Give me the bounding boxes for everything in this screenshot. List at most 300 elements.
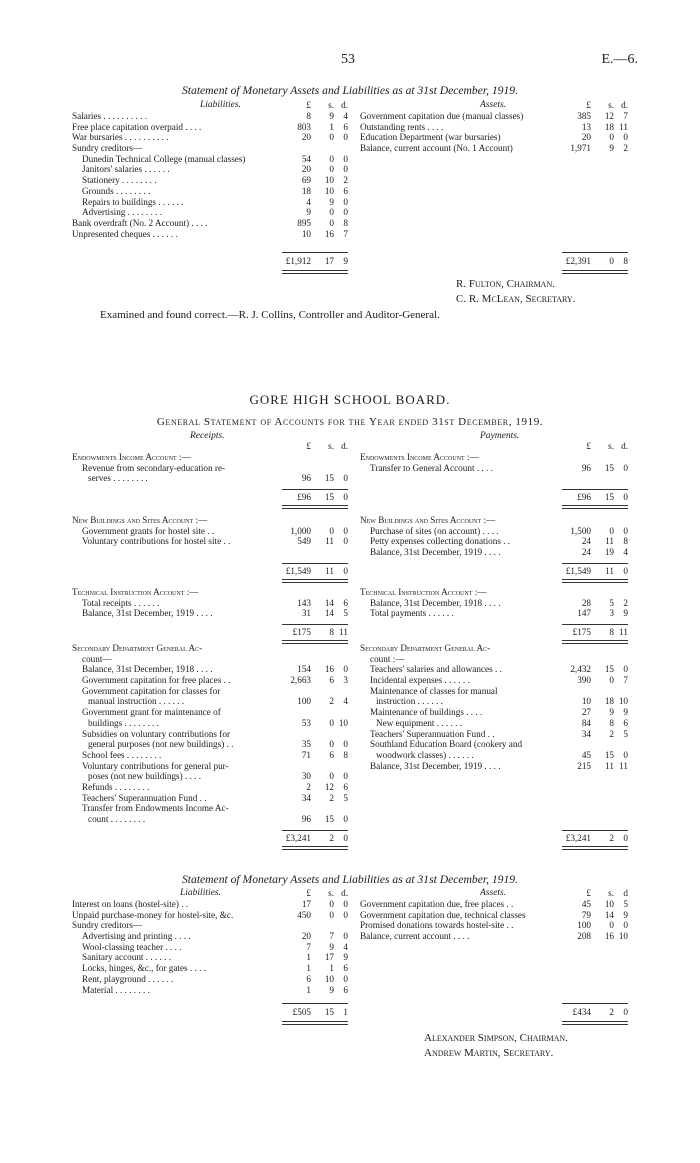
ledger-row-label: Government capitation due, technical classes bbox=[360, 909, 526, 920]
amount-pence: 5 bbox=[623, 899, 628, 909]
ledger-row-label: Balance, 31st December, 1918 . . . . bbox=[82, 664, 213, 675]
amount-shillings: 12 bbox=[324, 781, 334, 792]
amount-pounds: £96 bbox=[297, 492, 311, 503]
amount-pounds: 69 bbox=[301, 175, 311, 186]
amount-shillings: 17 bbox=[324, 952, 334, 963]
ledger-row-label: Education Department (war bursaries) bbox=[360, 132, 501, 143]
amount-pounds: 6 bbox=[306, 973, 311, 984]
amount-pounds: 1 bbox=[306, 952, 311, 963]
ledger-row bbox=[72, 963, 348, 974]
receipts-section-rows bbox=[72, 654, 348, 825]
ledger-row-label: Promised donations towards hostel-site . . bbox=[360, 920, 514, 931]
receipts-section-rows bbox=[72, 526, 348, 547]
statement-1-liab-double-rule bbox=[282, 270, 348, 274]
amount-pounds: 154 bbox=[297, 664, 311, 675]
ledger-row bbox=[360, 654, 628, 665]
amount-shillings: 0 bbox=[609, 525, 614, 536]
statement-2-caption: Statement of Monetary Assets and Liabilities as at 31st December, 1919. bbox=[182, 873, 518, 886]
statement-1-assets-heading: Assets. bbox=[480, 100, 507, 110]
amount-pence: 0 bbox=[623, 664, 628, 675]
amount-shillings: 8 bbox=[609, 717, 614, 728]
ledger-row-label: Transfer to General Account . . . . bbox=[370, 462, 493, 473]
amount-shillings: 3 bbox=[609, 608, 614, 619]
ledger-row-label: Teachers' salaries and allowances . . bbox=[370, 664, 502, 675]
ledger-row-label: Interest on loans (hostel-site) . . bbox=[72, 899, 189, 909]
amount-pounds: 147 bbox=[577, 608, 591, 619]
ledger-row-label: count . . . . . . . . bbox=[88, 814, 146, 824]
ledger-row-label: Balance, 31st December, 1919 . . . . bbox=[370, 547, 501, 558]
ledger-row bbox=[72, 707, 348, 718]
page-number: 53 bbox=[341, 52, 355, 67]
amount-shillings: 2 bbox=[329, 832, 334, 843]
ledger-row-label: Janitors' salaries . . . . . . bbox=[82, 164, 170, 175]
amount-pounds: £175 bbox=[572, 627, 591, 638]
amount-pence: 5 bbox=[623, 728, 628, 739]
amount-pounds: 1,000 bbox=[290, 525, 311, 536]
ledger-row-label: Teachers' Superannuation Fund . . bbox=[370, 728, 495, 739]
ledger-row-label: Government grants for hostel site . . bbox=[82, 525, 215, 536]
amount-pounds: 390 bbox=[577, 675, 591, 686]
receipts-section-heading: Endowments Income Account :— bbox=[72, 452, 191, 462]
amount-shillings: 16 bbox=[604, 931, 614, 942]
ledger-row bbox=[360, 899, 628, 910]
ledger-row-label: instruction . . . . . . bbox=[376, 696, 443, 707]
amount-shillings: 0 bbox=[609, 920, 614, 931]
statement-2-assets-total: £434 2 0 bbox=[572, 1007, 628, 1017]
amount-shillings: 8 bbox=[609, 627, 614, 638]
receipts-section-total bbox=[282, 492, 348, 503]
amount-shillings: 9 bbox=[609, 143, 614, 154]
amount-pounds: 1,500 bbox=[570, 525, 591, 536]
amount-pence: 0 bbox=[623, 492, 628, 503]
ledger-row bbox=[72, 664, 348, 675]
amount-pounds: 2 bbox=[306, 781, 311, 792]
amount-shillings: 11 bbox=[605, 536, 614, 547]
amount-pence: 6 bbox=[343, 185, 348, 196]
board-title: GORE HIGH SCHOOL BOARD. bbox=[249, 392, 451, 407]
amount-pounds: 20 bbox=[301, 132, 311, 143]
amount-pence: 8 bbox=[623, 536, 628, 547]
amount-pounds: 24 bbox=[581, 547, 591, 558]
payments-section-total bbox=[562, 566, 628, 577]
amount-shillings: 11 bbox=[325, 536, 334, 547]
ledger-row bbox=[72, 696, 348, 707]
ledger-row bbox=[360, 739, 628, 750]
ledger-row-label: Advertising and printing . . . . bbox=[82, 931, 191, 942]
amount-pence: 4 bbox=[343, 111, 348, 121]
receipts-section-double-rule bbox=[282, 505, 348, 509]
payments-section-double-rule bbox=[562, 579, 628, 583]
amount-pounds: 45 bbox=[581, 899, 591, 909]
ledger-row-label: Sundry creditors— bbox=[72, 143, 143, 154]
amount-pounds: 35 bbox=[301, 739, 311, 750]
amount-pounds: 100 bbox=[577, 920, 591, 931]
amount-pence: 0 bbox=[623, 749, 628, 760]
ledger-row-label: serves . . . . . . . . bbox=[88, 473, 148, 484]
ledger-row-label: Wool-classing teacher . . . . bbox=[82, 941, 182, 952]
amount-pence: 0 bbox=[343, 132, 348, 143]
amount-pence: 5 bbox=[343, 608, 348, 619]
amount-pence: 0 bbox=[343, 492, 348, 503]
ledger-row bbox=[72, 985, 348, 996]
amount-shillings: 9 bbox=[329, 984, 334, 995]
receipts-section-total-rule bbox=[282, 624, 348, 625]
ledger-row bbox=[72, 686, 348, 697]
ledger-row-label: Salaries . . . . . . . . . . bbox=[72, 111, 148, 121]
amount-shillings: 15 bbox=[604, 492, 614, 503]
ledger-row bbox=[72, 175, 348, 186]
ledger-row-label: Free place capitation overpaid . . . . bbox=[72, 121, 202, 132]
amount-pounds: 10 bbox=[581, 696, 591, 707]
amount-shillings: 10 bbox=[324, 973, 334, 984]
amount-pounds: 34 bbox=[581, 728, 591, 739]
ledger-row-label: Balance, 31st December, 1919 . . . . bbox=[370, 760, 501, 771]
ledger-row bbox=[360, 729, 628, 740]
ledger-row bbox=[72, 793, 348, 804]
ledger-row bbox=[360, 132, 628, 143]
statement-2-liab-money-header: £ s. d. bbox=[306, 888, 348, 898]
amount-pence: 11 bbox=[339, 627, 348, 638]
amount-shillings: 0 bbox=[329, 207, 334, 218]
ledger-row bbox=[72, 197, 348, 208]
statement-2-assets-list bbox=[360, 899, 628, 942]
payments-section-rows bbox=[360, 526, 628, 558]
statement-1-assets-double-rule bbox=[562, 270, 628, 274]
amount-pounds: £3,241 bbox=[565, 832, 591, 843]
ledger-row-label: Balance, current account . . . . bbox=[360, 931, 470, 942]
amount-pounds: £1,549 bbox=[285, 565, 311, 576]
amount-shillings: 14 bbox=[604, 909, 614, 920]
amount-pounds: 24 bbox=[581, 536, 591, 547]
amount-pounds: 96 bbox=[581, 462, 591, 473]
amount-pounds: 1,971 bbox=[570, 143, 591, 154]
receipts-heading: Receipts. bbox=[190, 431, 225, 441]
amount-pounds: £96 bbox=[577, 492, 591, 503]
amount-pence: 0 bbox=[343, 536, 348, 547]
ledger-row bbox=[72, 143, 348, 154]
amount-pence: 0 bbox=[623, 462, 628, 473]
ledger-row bbox=[72, 899, 348, 910]
amount-shillings: 16 bbox=[324, 664, 334, 675]
amount-pounds: 53 bbox=[301, 717, 311, 728]
statement-1-liabilities-list bbox=[72, 111, 348, 239]
ledger-row bbox=[360, 111, 628, 122]
amount-shillings: 1 bbox=[329, 963, 334, 974]
amount-pounds: 2,432 bbox=[570, 664, 591, 675]
amount-shillings: 11 bbox=[325, 565, 334, 576]
amount-pounds: 7 bbox=[306, 941, 311, 952]
amount-pounds: £1,549 bbox=[565, 565, 591, 576]
amount-pence: 0 bbox=[343, 196, 348, 207]
ledger-row-label: War bursaries . . . . . . . . . . bbox=[72, 132, 169, 143]
receipts-section-heading: New Buildings and Sites Account :— bbox=[72, 515, 208, 525]
amount-pence: 6 bbox=[623, 717, 628, 728]
receipts-section-heading: Technical Instruction Account :— bbox=[72, 587, 199, 597]
amount-pounds: 20 bbox=[301, 931, 311, 942]
amount-pounds: 1 bbox=[306, 984, 311, 995]
ledger-row bbox=[360, 931, 628, 942]
amount-pounds: 450 bbox=[297, 909, 311, 920]
ledger-row-label: poses (not new buildings) . . . . bbox=[88, 771, 202, 782]
amount-shillings: 15 bbox=[324, 473, 334, 484]
amount-shillings: 19 bbox=[604, 547, 614, 558]
general-statement-subtitle: General Statement of Accounts for the Year ended 31st December, 1919. bbox=[156, 416, 544, 428]
statement-1-liab-total: £1,912 17 9 bbox=[285, 256, 348, 266]
amount-shillings: 0 bbox=[329, 164, 334, 175]
ledger-row bbox=[72, 608, 348, 619]
amount-pence: 3 bbox=[343, 675, 348, 686]
amount-pounds: 27 bbox=[581, 707, 591, 718]
amount-pence: 0 bbox=[343, 931, 348, 942]
amount-shillings: 9 bbox=[609, 707, 614, 718]
amount-shillings: 10 bbox=[324, 185, 334, 196]
statement-1-liab-total-rule bbox=[282, 252, 348, 253]
amount-pounds: 208 bbox=[577, 931, 591, 942]
ledger-row-label: Maintenance of buildings . . . . bbox=[370, 707, 483, 718]
amount-pence: 0 bbox=[343, 525, 348, 536]
amount-shillings: 15 bbox=[604, 462, 614, 473]
ledger-row bbox=[72, 814, 348, 825]
payments-section-total-rule bbox=[562, 563, 628, 564]
ledger-row bbox=[72, 122, 348, 133]
amount-pounds: 31 bbox=[301, 608, 311, 619]
ledger-row bbox=[72, 718, 348, 729]
amount-pence: 11 bbox=[619, 760, 628, 771]
statement-1-liabilities-heading: Liabilities. bbox=[200, 100, 241, 110]
amount-shillings: 16 bbox=[324, 228, 334, 239]
amount-pence: 8 bbox=[343, 749, 348, 760]
statement-2-assets-money-header: £ s. d bbox=[586, 888, 628, 898]
statement-2-signature-secretary: Andrew Martin, Secretary. bbox=[424, 1047, 554, 1059]
amount-pounds: 20 bbox=[301, 164, 311, 175]
statement-1-assets-total: £2,391 0 8 bbox=[565, 256, 628, 266]
receipts-section-double-rule bbox=[282, 579, 348, 583]
ledger-row-label: Transfer from Endowments Income Ac- bbox=[82, 803, 229, 814]
ledger-row-label: Government capitation due, free places . . bbox=[360, 899, 514, 909]
ledger-row-label: woodwork classes) . . . . . . bbox=[376, 749, 474, 760]
amount-pence: 9 bbox=[623, 608, 628, 619]
receipts-money-header: £ s. d. bbox=[306, 441, 348, 451]
amount-pounds: 895 bbox=[297, 217, 311, 228]
amount-shillings: 14 bbox=[324, 597, 334, 608]
amount-pence: 4 bbox=[343, 696, 348, 707]
amount-pounds: 34 bbox=[301, 792, 311, 803]
ledger-row-label: Unpresented cheques . . . . . . bbox=[72, 228, 178, 239]
amount-pence: 10 bbox=[618, 696, 628, 707]
ledger-row-label: Petty expenses collecting donations . . bbox=[370, 536, 511, 547]
amount-shillings: 0 bbox=[329, 899, 334, 909]
ledger-row bbox=[72, 654, 348, 665]
statement-1-liab-money-header: £ s. d. bbox=[306, 100, 348, 110]
amount-pence: 0 bbox=[343, 771, 348, 782]
amount-shillings: 15 bbox=[324, 492, 334, 503]
payments-section-total-rule bbox=[562, 489, 628, 490]
ledger-row bbox=[360, 707, 628, 718]
statement-2-assets-heading: Assets. bbox=[480, 888, 507, 898]
amount-shillings: 15 bbox=[604, 749, 614, 760]
amount-shillings: 12 bbox=[604, 111, 614, 121]
ledger-row-label: buildings . . . . . . . . bbox=[88, 717, 159, 728]
ledger-row bbox=[72, 473, 348, 484]
statement-2-liabilities-list bbox=[72, 899, 348, 995]
ledger-row bbox=[72, 536, 348, 547]
amount-pounds: 18 bbox=[301, 185, 311, 196]
ledger-row-label: count :— bbox=[370, 653, 405, 664]
amount-pence: 0 bbox=[343, 207, 348, 218]
amount-pence: 4 bbox=[623, 547, 628, 558]
amount-shillings: 0 bbox=[609, 675, 614, 686]
amount-shillings: 5 bbox=[609, 597, 614, 608]
ledger-row bbox=[360, 598, 628, 609]
ledger-row bbox=[72, 803, 348, 814]
amount-pence: 10 bbox=[618, 931, 628, 942]
amount-pence: 10 bbox=[338, 717, 348, 728]
receipts-section-rows bbox=[72, 598, 348, 619]
ledger-row bbox=[72, 974, 348, 985]
ledger-row bbox=[360, 718, 628, 729]
amount-shillings: 9 bbox=[329, 941, 334, 952]
ledger-row-label: Rent, playground . . . . . . bbox=[82, 973, 174, 984]
statement-1-assets-total-rule bbox=[562, 252, 628, 253]
amount-pounds: 8 bbox=[306, 111, 311, 121]
amount-pounds: 215 bbox=[577, 760, 591, 771]
amount-pence: 0 bbox=[623, 525, 628, 536]
amount-pence: 0 bbox=[343, 814, 348, 824]
ledger-row-label: Refunds . . . . . . . . bbox=[82, 781, 150, 792]
amount-pounds: 2,663 bbox=[290, 675, 311, 686]
ledger-row bbox=[72, 952, 348, 963]
amount-pence: 0 bbox=[343, 473, 348, 484]
amount-shillings: 15 bbox=[604, 664, 614, 675]
payments-section-double-rule bbox=[562, 846, 628, 850]
amount-pounds: 13 bbox=[581, 121, 591, 132]
statement-2-signature-chairman: Alexander Simpson, Chairman. bbox=[424, 1032, 568, 1044]
amount-shillings: 6 bbox=[329, 749, 334, 760]
payments-heading: Payments. bbox=[480, 431, 520, 441]
ledger-row bbox=[72, 942, 348, 953]
receipts-section-double-rule bbox=[282, 846, 348, 850]
ledger-row bbox=[72, 526, 348, 537]
amount-shillings: 1 bbox=[329, 121, 334, 132]
ledger-row-label: count— bbox=[82, 653, 112, 664]
amount-pounds: 30 bbox=[301, 771, 311, 782]
ledger-row-label: Total receipts . . . . . . bbox=[82, 597, 160, 608]
amount-pence: 6 bbox=[343, 963, 348, 974]
receipts-section-total bbox=[282, 566, 348, 577]
ledger-row-label: Balance, 31st December, 1919 . . . . bbox=[82, 608, 213, 619]
amount-pence: 0 bbox=[343, 899, 348, 909]
amount-pounds: 79 bbox=[581, 909, 591, 920]
examined-note: Examined and found correct.—R. J. Collins, Controller and Auditor-General. bbox=[100, 309, 440, 321]
amount-shillings: 0 bbox=[329, 771, 334, 782]
ledger-row bbox=[72, 771, 348, 782]
amount-pounds: 100 bbox=[297, 696, 311, 707]
ledger-row bbox=[360, 122, 628, 133]
ledger-row bbox=[72, 675, 348, 686]
document-reference: E.—6. bbox=[601, 52, 638, 67]
ledger-row bbox=[360, 761, 628, 772]
amount-pence: 6 bbox=[343, 597, 348, 608]
amount-pence: 0 bbox=[343, 153, 348, 164]
ledger-row bbox=[360, 547, 628, 558]
amount-pence: 0 bbox=[623, 132, 628, 143]
amount-shillings: 0 bbox=[329, 217, 334, 228]
ledger-row-label: manual instruction . . . . . . bbox=[88, 696, 185, 707]
payments-section-double-rule bbox=[562, 505, 628, 509]
ledger-row bbox=[360, 696, 628, 707]
ledger-row bbox=[72, 910, 348, 921]
amount-shillings: 7 bbox=[329, 931, 334, 942]
amount-pounds: 385 bbox=[577, 111, 591, 121]
payments-section-total bbox=[562, 833, 628, 844]
amount-pence: 7 bbox=[623, 675, 628, 686]
amount-shillings: 0 bbox=[329, 132, 334, 143]
amount-pounds: 1 bbox=[306, 963, 311, 974]
amount-pounds: 20 bbox=[581, 132, 591, 143]
amount-pence: 0 bbox=[623, 920, 628, 931]
amount-pounds: 84 bbox=[581, 717, 591, 728]
ledger-row bbox=[360, 750, 628, 761]
ledger-row-label: Locks, hinges, &c., for gates . . . . bbox=[82, 963, 207, 974]
ledger-row bbox=[360, 463, 628, 474]
amount-pounds: 96 bbox=[301, 473, 311, 484]
amount-pence: 7 bbox=[343, 228, 348, 239]
ledger-row-label: Incidental expenses . . . . . . bbox=[370, 675, 470, 686]
amount-shillings: 9 bbox=[329, 196, 334, 207]
amount-pence: 0 bbox=[623, 565, 628, 576]
ledger-row-label: Unpaid purchase-money for hostel-site, &c. bbox=[72, 909, 234, 920]
ledger-row bbox=[72, 164, 348, 175]
ledger-row-label: Maintenance of classes for manual bbox=[370, 685, 498, 696]
payments-section-rows bbox=[360, 463, 628, 474]
amount-shillings: 10 bbox=[604, 899, 614, 909]
receipts-section-total-rule bbox=[282, 563, 348, 564]
amount-pounds: £175 bbox=[292, 627, 311, 638]
ledger-row-label: Outstanding rents . . . . bbox=[360, 121, 444, 132]
amount-pence: 2 bbox=[343, 175, 348, 186]
amount-shillings: 2 bbox=[329, 696, 334, 707]
amount-pence: 6 bbox=[343, 781, 348, 792]
receipts-section-heading: Secondary Department General Ac- bbox=[72, 643, 203, 653]
ledger-row bbox=[72, 598, 348, 609]
ledger-row bbox=[72, 920, 348, 931]
ledger-row bbox=[72, 463, 348, 474]
statement-2-assets-double-rule bbox=[562, 1021, 628, 1025]
ledger-row-label: Stationery . . . . . . . . bbox=[82, 175, 157, 186]
ledger-row-label: Advertising . . . . . . . . bbox=[82, 207, 163, 218]
amount-pence: 9 bbox=[623, 909, 628, 920]
ledger-row bbox=[72, 750, 348, 761]
ledger-row bbox=[360, 608, 628, 619]
payments-section-rows bbox=[360, 598, 628, 619]
ledger-row-label: Material . . . . . . . . bbox=[82, 984, 150, 995]
receipts-section-total bbox=[282, 627, 348, 638]
amount-shillings: 0 bbox=[609, 132, 614, 143]
amount-pounds: 549 bbox=[297, 536, 311, 547]
ledger-row bbox=[72, 229, 348, 240]
amount-pounds: 96 bbox=[301, 814, 311, 824]
amount-shillings: 14 bbox=[324, 608, 334, 619]
ledger-row-label: Government capitation due (manual classes) bbox=[360, 111, 524, 121]
amount-pounds: 45 bbox=[581, 749, 591, 760]
payments-section-total bbox=[562, 627, 628, 638]
amount-shillings: 2 bbox=[329, 792, 334, 803]
amount-shillings: 2 bbox=[609, 728, 614, 739]
amount-shillings: 0 bbox=[329, 909, 334, 920]
ledger-row-label: Voluntary contributions for hostel site . . bbox=[82, 536, 231, 547]
ledger-row bbox=[72, 132, 348, 143]
amount-shillings: 9 bbox=[329, 111, 334, 121]
